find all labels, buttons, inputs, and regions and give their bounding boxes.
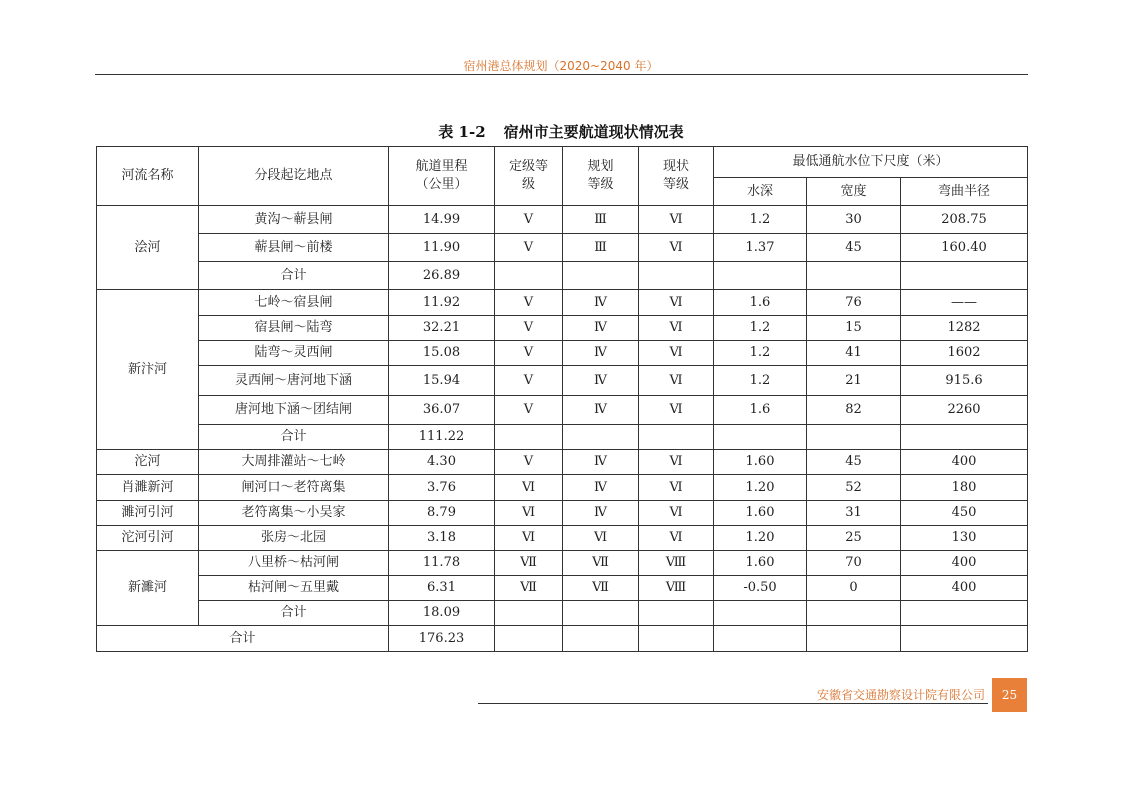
- grade-cell: Ⅴ: [495, 290, 563, 316]
- width-cell: 45: [807, 234, 901, 262]
- current-cell: Ⅵ: [639, 501, 714, 526]
- mileage-cell: 15.94: [389, 366, 495, 396]
- grade-cell: Ⅵ: [495, 501, 563, 526]
- table-row: [97, 316, 1028, 341]
- header-radius: 弯曲半径: [901, 178, 1028, 206]
- river-name: 新濉河: [97, 551, 199, 626]
- segment-cell: 灵西闸～唐河地下涵: [199, 366, 389, 396]
- mileage-cell: 3.18: [389, 526, 495, 551]
- subtotal-row: [97, 425, 1028, 450]
- total-mileage: 176.23: [389, 626, 495, 652]
- table-row: [97, 475, 1028, 501]
- header-plan-line2: 等级: [587, 177, 614, 192]
- mileage-cell: 11.90: [389, 234, 495, 262]
- mileage-cell: 11.92: [389, 290, 495, 316]
- header-rule: [95, 74, 1028, 75]
- depth-cell: 1.20: [714, 526, 807, 551]
- subtotal-label: 合计: [199, 601, 389, 626]
- width-cell: 0: [807, 576, 901, 601]
- radius-cell: ——: [901, 290, 1028, 316]
- depth-cell: 1.60: [714, 501, 807, 526]
- mileage-cell: 15.08: [389, 341, 495, 366]
- radius-cell: 400: [901, 576, 1028, 601]
- current-cell: Ⅵ: [639, 234, 714, 262]
- table-row: [97, 396, 1028, 425]
- plan-cell: Ⅲ: [563, 234, 639, 262]
- table-row: [97, 576, 1028, 601]
- depth-cell: 1.6: [714, 290, 807, 316]
- current-cell: Ⅵ: [639, 526, 714, 551]
- river-name: 沱河: [97, 450, 199, 475]
- current-cell: Ⅵ: [639, 316, 714, 341]
- segment-cell: 唐河地下涵～团结闸: [199, 396, 389, 425]
- grade-cell: Ⅴ: [495, 366, 563, 396]
- grade-cell: Ⅵ: [495, 526, 563, 551]
- current-cell: Ⅵ: [639, 341, 714, 366]
- header-grade-line1: 定级等: [508, 159, 548, 175]
- plan-cell: Ⅳ: [563, 290, 639, 316]
- river-name: 新汴河: [97, 290, 199, 450]
- header-river: 河流名称: [97, 147, 199, 206]
- table-row: [97, 501, 1028, 526]
- grade-cell: Ⅴ: [495, 396, 563, 425]
- mileage-cell: 4.30: [389, 450, 495, 475]
- mileage-cell: 14.99: [389, 206, 495, 234]
- width-cell: 45: [807, 450, 901, 475]
- table-title: 宿州市主要航道现状情况表: [503, 123, 684, 141]
- segment-cell: 老符离集～小吴家: [199, 501, 389, 526]
- table-caption: [0, 121, 1122, 142]
- mileage-cell: 3.76: [389, 475, 495, 501]
- radius-cell: 1282: [901, 316, 1028, 341]
- grade-cell: Ⅵ: [495, 475, 563, 501]
- subtotal-row: [97, 262, 1028, 290]
- river-name: 濉河引河: [97, 501, 199, 526]
- current-cell: Ⅵ: [639, 396, 714, 425]
- subtotal-row: [97, 601, 1028, 626]
- subtotal-label: 合计: [199, 262, 389, 290]
- mileage-cell: 8.79: [389, 501, 495, 526]
- depth-cell: 1.60: [714, 551, 807, 576]
- waterway-table: [96, 146, 1028, 652]
- depth-cell: 1.2: [714, 316, 807, 341]
- header-segment: 分段起讫地点: [199, 147, 389, 206]
- mileage-cell: 11.78: [389, 551, 495, 576]
- river-name: 浍河: [97, 206, 199, 290]
- grade-cell: Ⅴ: [495, 450, 563, 475]
- header-grade: [495, 147, 563, 206]
- width-cell: 76: [807, 290, 901, 316]
- footer-company: 安徽省交通勘察设计院有限公司: [816, 688, 985, 702]
- segment-cell: 蕲县闸～前楼: [199, 234, 389, 262]
- current-cell: Ⅷ: [639, 576, 714, 601]
- grade-cell: Ⅶ: [495, 551, 563, 576]
- header-mileage: [389, 147, 495, 206]
- depth-cell: 1.2: [714, 206, 807, 234]
- current-cell: Ⅵ: [639, 450, 714, 475]
- segment-cell: 宿县闸～陆弯: [199, 316, 389, 341]
- plan-cell: Ⅲ: [563, 206, 639, 234]
- subtotal-label: 合计: [199, 425, 389, 450]
- total-row: [97, 626, 1028, 652]
- grade-cell: Ⅴ: [495, 206, 563, 234]
- plan-cell: Ⅳ: [563, 501, 639, 526]
- segment-cell: 八里桥～枯河闸: [199, 551, 389, 576]
- river-name: 肖濉新河: [97, 475, 199, 501]
- grade-cell: Ⅴ: [495, 234, 563, 262]
- segment-cell: 闸河口～老符离集: [199, 475, 389, 501]
- grade-cell: Ⅶ: [495, 576, 563, 601]
- plan-cell: Ⅳ: [563, 475, 639, 501]
- table-number: 表 1-2: [438, 123, 486, 141]
- grade-cell: Ⅴ: [495, 316, 563, 341]
- header-mileage-line1: 航道里程: [415, 159, 468, 175]
- subtotal-mileage: 111.22: [389, 425, 495, 450]
- width-cell: 30: [807, 206, 901, 234]
- radius-cell: 915.6: [901, 366, 1028, 396]
- header-plan-line1: 规划: [587, 159, 614, 175]
- footer-rule: [478, 703, 988, 704]
- width-cell: 52: [807, 475, 901, 501]
- depth-cell: -0.50: [714, 576, 807, 601]
- plan-cell: Ⅳ: [563, 396, 639, 425]
- table-row: [97, 366, 1028, 396]
- header-plan: [563, 147, 639, 206]
- plan-cell: Ⅶ: [563, 551, 639, 576]
- subtotal-mileage: 18.09: [389, 601, 495, 626]
- mileage-cell: 6.31: [389, 576, 495, 601]
- plan-cell: Ⅳ: [563, 450, 639, 475]
- header-min-dims: 最低通航水位下尺度（米）: [714, 147, 1028, 178]
- subtotal-mileage: 26.89: [389, 262, 495, 290]
- width-cell: 25: [807, 526, 901, 551]
- table-row: [97, 234, 1028, 262]
- current-cell: Ⅵ: [639, 366, 714, 396]
- table-row: [97, 206, 1028, 234]
- mileage-cell: 36.07: [389, 396, 495, 425]
- width-cell: 15: [807, 316, 901, 341]
- width-cell: 31: [807, 501, 901, 526]
- segment-cell: 陆弯～灵西闸: [199, 341, 389, 366]
- width-cell: 82: [807, 396, 901, 425]
- segment-cell: 枯河闸～五里戴: [199, 576, 389, 601]
- page-number: 25: [992, 678, 1027, 712]
- header-grade-line2: 级: [521, 177, 535, 192]
- header-current-line1: 现状: [662, 159, 689, 175]
- depth-cell: 1.20: [714, 475, 807, 501]
- grade-cell: Ⅴ: [495, 341, 563, 366]
- plan-cell: Ⅳ: [563, 341, 639, 366]
- current-cell: Ⅵ: [639, 290, 714, 316]
- width-cell: 21: [807, 366, 901, 396]
- radius-cell: 400: [901, 450, 1028, 475]
- depth-cell: 1.37: [714, 234, 807, 262]
- radius-cell: 1602: [901, 341, 1028, 366]
- table-row: [97, 551, 1028, 576]
- header-width: 宽度: [807, 178, 901, 206]
- radius-cell: 450: [901, 501, 1028, 526]
- radius-cell: 130: [901, 526, 1028, 551]
- header-depth: 水深: [714, 178, 807, 206]
- segment-cell: 大周排灌站～七岭: [199, 450, 389, 475]
- radius-cell: 2260: [901, 396, 1028, 425]
- depth-cell: 1.6: [714, 396, 807, 425]
- header-current: [639, 147, 714, 206]
- depth-cell: 1.60: [714, 450, 807, 475]
- current-cell: Ⅵ: [639, 206, 714, 234]
- current-cell: Ⅵ: [639, 475, 714, 501]
- table-row: [97, 526, 1028, 551]
- radius-cell: 160.40: [901, 234, 1028, 262]
- river-name: 沱河引河: [97, 526, 199, 551]
- table-row: [97, 290, 1028, 316]
- table-row: [97, 341, 1028, 366]
- plan-cell: Ⅶ: [563, 576, 639, 601]
- segment-cell: 张房～北园: [199, 526, 389, 551]
- current-cell: Ⅷ: [639, 551, 714, 576]
- width-cell: 41: [807, 341, 901, 366]
- radius-cell: 400: [901, 551, 1028, 576]
- radius-cell: 208.75: [901, 206, 1028, 234]
- depth-cell: 1.2: [714, 366, 807, 396]
- radius-cell: 180: [901, 475, 1028, 501]
- header-title: 宿州港总体规划（2020~2040 年）: [463, 59, 659, 73]
- depth-cell: 1.2: [714, 341, 807, 366]
- table-row: [97, 450, 1028, 475]
- segment-cell: 黄沟～蕲县闸: [199, 206, 389, 234]
- plan-cell: Ⅵ: [563, 526, 639, 551]
- header-mileage-line2: （公里）: [415, 177, 468, 192]
- plan-cell: Ⅳ: [563, 316, 639, 341]
- total-label: 合计: [97, 626, 389, 652]
- mileage-cell: 32.21: [389, 316, 495, 341]
- plan-cell: Ⅳ: [563, 366, 639, 396]
- width-cell: 70: [807, 551, 901, 576]
- segment-cell: 七岭～宿县闸: [199, 290, 389, 316]
- header-current-line2: 等级: [662, 177, 689, 192]
